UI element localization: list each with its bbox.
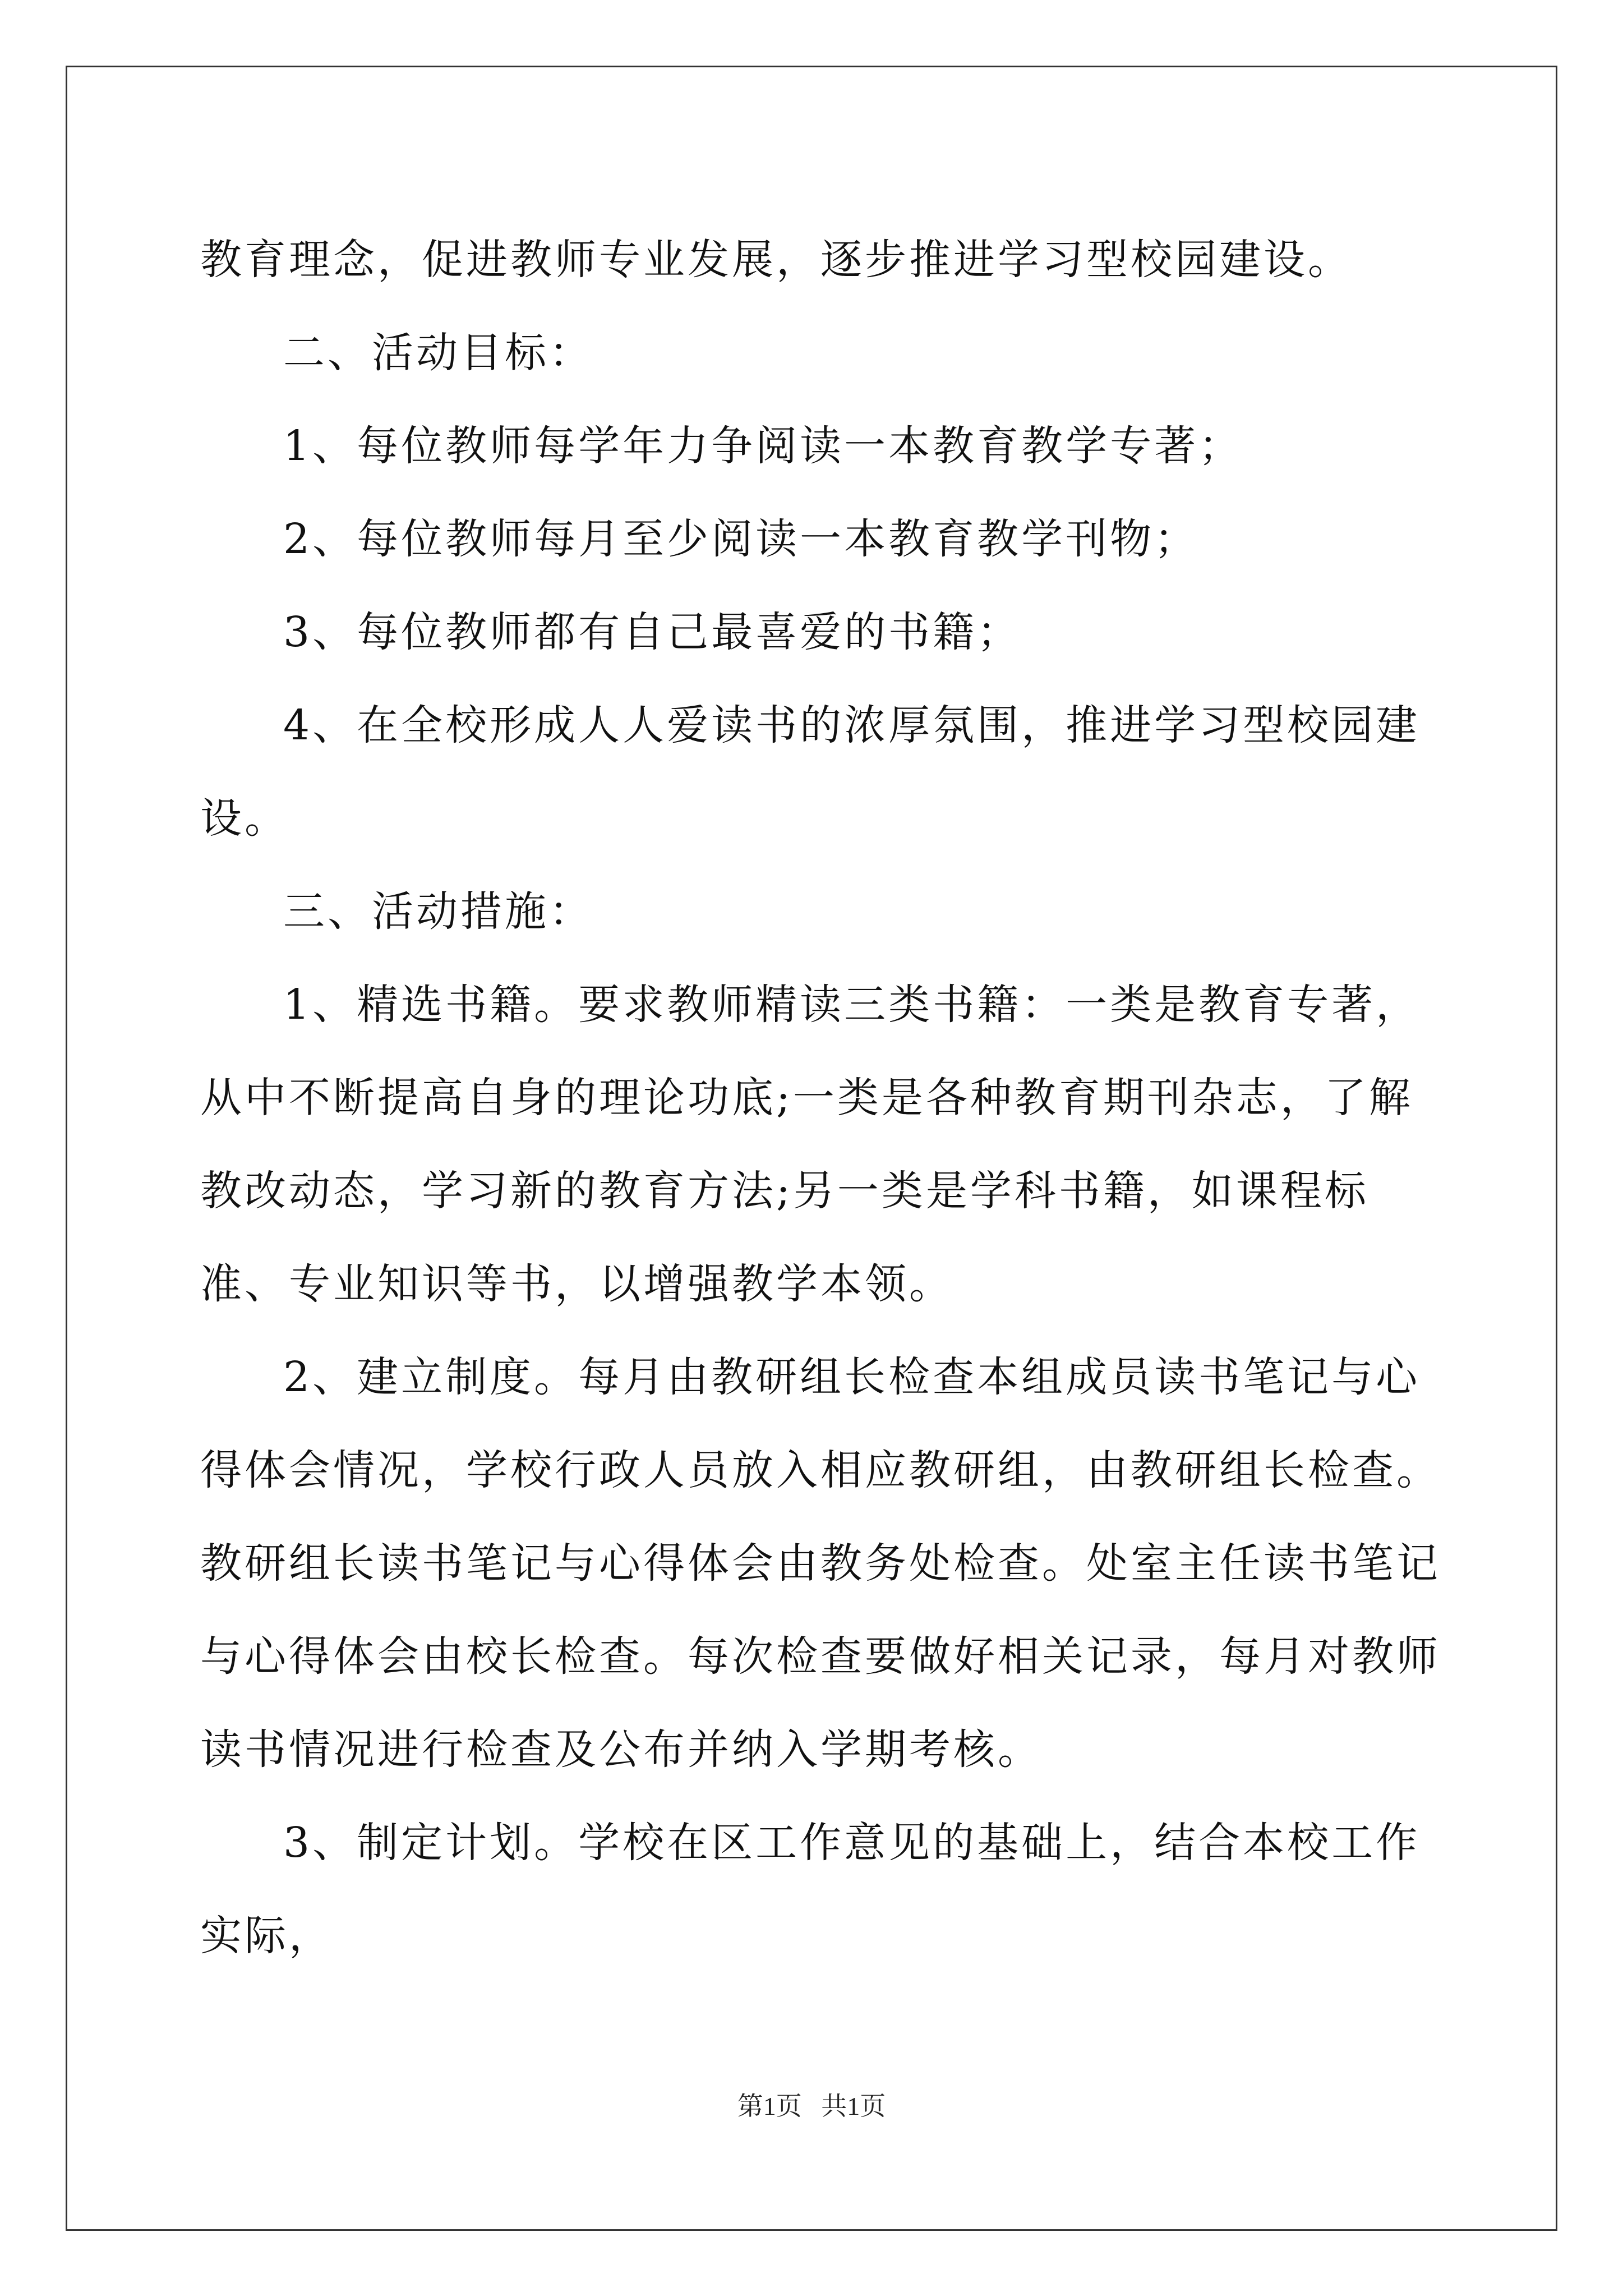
- paragraph: 3、制定计划。学校在区工作意见的基础上，结合本校工作实际，: [200, 1819, 1421, 1960]
- section-heading: 三、活动措施：: [283, 887, 593, 936]
- list-item: 4、在全校形成人人爱读书的浓厚氛围，推进学习型校园建设。: [200, 701, 1421, 843]
- paragraph: 教育理念，促进教师专业发展，逐步推进学习型校园建设。: [200, 236, 1352, 284]
- list-item: 2、每位教师每月至少阅读一本教育教学刊物；: [283, 515, 1199, 563]
- page-number: 第1页 共1页: [737, 2092, 886, 2120]
- section-heading: 二、活动目标：: [283, 329, 593, 377]
- paragraph: 1、精选书籍。要求教师精读三类书籍：一类是教育专著，从中不断提高自身的理论功底;一类是各种教育期刊杂志，了解教改动态，学习新的教育方法;另一类是学科书籍，如课程标准、专业知识等书，以增强教学本领。: [200, 981, 1421, 1308]
- document-body: [200, 213, 1456, 1982]
- paragraph: 2、建立制度。每月由教研组长检查本组成员读书笔记与心得体会情况，学校行政人员放入相应教研组，由教研组长检查。教研组长读书笔记与心得体会由教务处检查。处室主任读书笔记与心得体会由校长检查。每次检查要做好相关记录，每月对教师读书情况进行检查及公布并纳入学期考核。: [200, 1353, 1441, 1774]
- page-footer: [0, 2086, 1623, 2123]
- list-item: 3、每位教师都有自己最喜爱的书籍；: [283, 608, 1022, 656]
- list-item: 1、每位教师每学年力争阅读一本教育教学专著；: [283, 422, 1243, 470]
